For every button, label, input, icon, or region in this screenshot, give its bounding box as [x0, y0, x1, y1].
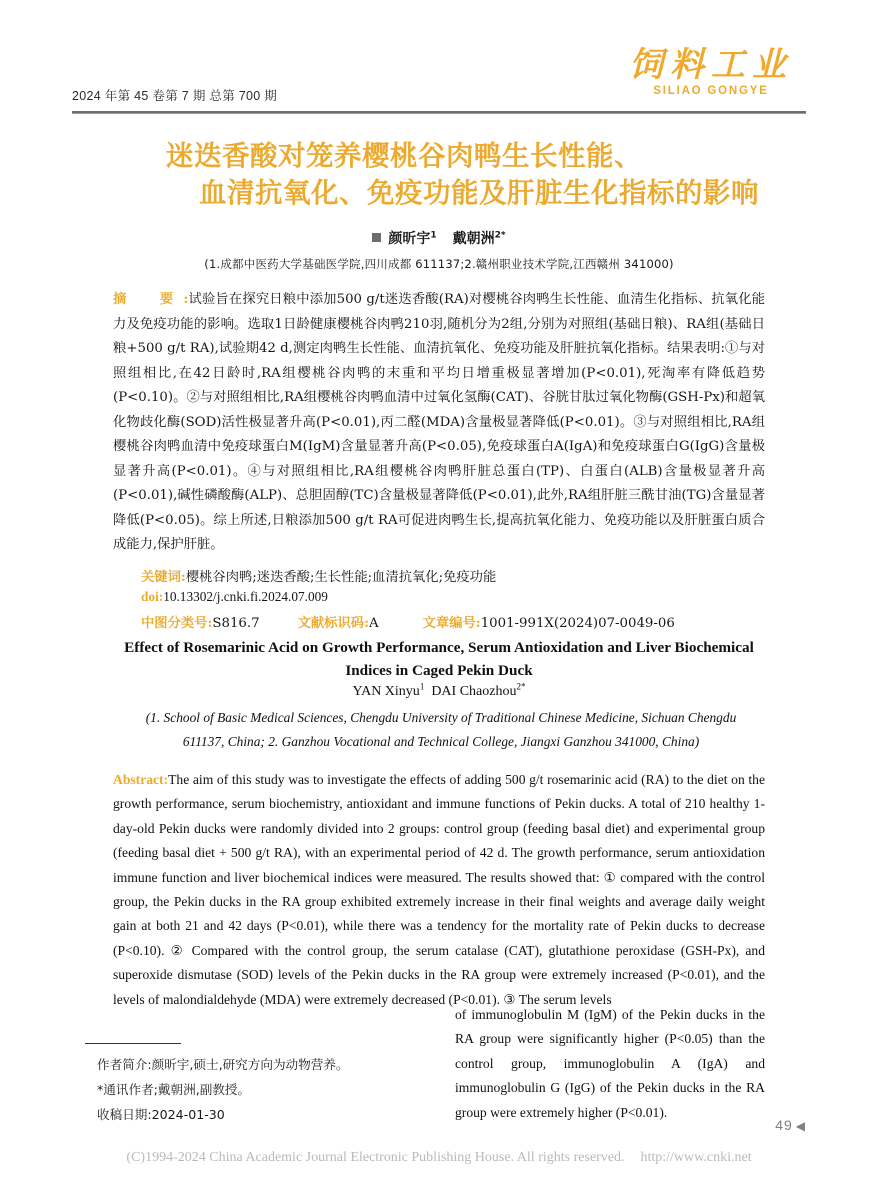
abstract-en-text-tail: of immunoglobulin M (IgM) of the Pekin ducks in the RA group were significantly higher (P<0.05) than the control group, immunoglobulin A (IgA) and immunoglobulin G (IgG) of the Pekin ducks in the RA group were extremely higher (P<0.01).	[455, 1007, 765, 1120]
clc-value: S816.7	[212, 616, 260, 631]
masthead-divider	[72, 111, 806, 114]
keywords-line	[141, 566, 496, 585]
page-number	[775, 1117, 806, 1133]
doccode-label: 文献标识码	[297, 616, 365, 631]
abstract-cn	[113, 288, 765, 558]
doi-line	[141, 589, 328, 605]
doi-label: doi	[141, 589, 159, 604]
author-1-name-cn: 颜昕宇	[388, 231, 431, 247]
classification-line: 中图分类号:S816.7 文献标识码:A 文章编号:1001-991X(2024)07-0049-06	[141, 616, 675, 631]
articleno-label: 文章编号	[422, 616, 476, 631]
articleno-value: 1001-991X(2024)07-0049-06	[480, 616, 675, 631]
title-line-2: 血清抗氧化、免疫功能及肝脏生化指标的影响	[199, 176, 759, 209]
abstract-cn-separator: :	[183, 292, 189, 307]
affiliation-cn: (1.成都中医药大学基础医学院,四川成都 611137;2.赣州职业技术学院,江西赣州 341000)	[204, 257, 674, 271]
keywords-label: 关键词	[141, 570, 181, 585]
doi-value: 10.13302/j.cnki.fi.2024.07.009	[163, 589, 328, 604]
footnote-received-date: 收稿日期:2024-01-30	[97, 1107, 225, 1122]
page-title-en	[70, 636, 808, 682]
author-1-sup-cn: 1	[430, 230, 437, 241]
en-title-line-1: Effect of Rosemarinic Acid on Growth Performance, Serum Antioxidation and Liver Biochemical	[124, 639, 754, 656]
cnki-url: http://www.cnki.net	[640, 1150, 752, 1165]
page-title	[60, 138, 818, 212]
abstract-cn-text: 试验旨在探究日粮中添加500 g/t迷迭香酸(RA)对樱桃谷肉鸭生长性能、血清生化指标、抗氧化能力及免疫功能的影响。选取1日龄健康樱桃谷肉鸭210羽,随机分为2组,分别为对照组(基础日粮)、RA组(基础日粮+500 g/t RA),试验期42 d,测定肉鸭生长性能、血清抗氧化、免疫功能及肝脏抗氧化指标。结果表明:①与对照组相比,在42日龄时,RA组樱桃谷肉鸭的末重和平均日增重极显著增加(P<0.01),死淘率有降低趋势(P<0.10)。②与对照组相比,RA组樱桃谷肉鸭血清中过氧化氢酶(CAT)、谷胱甘肽过氧化物酶(GSH-Px)和超氧化物歧化酶(SOD)活性极显著升高(P<0.01),丙二醛(MDA)含量极显著降低(P<0.01)。③与对照组相比,RA组樱桃谷肉鸭血清中免疫球蛋白M(IgM)含量显著升高(P<0.05),免疫球蛋白A(IgA)和免疫球蛋白G(IgG)含量极显著升高(P<0.01)。④与对照组相比,RA组樱桃谷肉鸭肝脏总蛋白(TP)、白蛋白(ALB)含量极显著升高(P<0.01),碱性磷酸酶(ALP)、总胆固醇(TC)含量极显著降低(P<0.01),此外,RA组肝脏三酰甘油(TG)含量显著降低(P<0.05)。综上所述,日粮添加500 g/t RA可促进肉鸭生长,提高抗氧化能力、免疫功能以及肝脏蛋白质合成能力,保护肝脏。	[113, 292, 766, 552]
keywords-value: 樱桃谷肉鸭;迷迭香酸;生长性能;血清抗氧化;免疫功能	[185, 570, 497, 585]
doi-separator: :	[158, 589, 164, 604]
title-line-1: 迷迭香酸对笼养樱桃谷肉鸭生长性能、	[166, 140, 642, 172]
author-2-name-en: DAI Chaozhou	[431, 684, 517, 699]
doccode-value: A	[369, 616, 379, 631]
author-2-sup-cn: 2*	[494, 230, 506, 241]
double-left-arrow-icon: ◀	[795, 1119, 806, 1133]
journal-logo-pinyin: SILIAO GONGYE	[653, 84, 769, 97]
author-2-sup-en: 2*	[516, 681, 526, 692]
abstract-en	[113, 768, 765, 1012]
abstract-en-separator: :	[163, 772, 169, 787]
author-1-name-en: YAN Xinyu	[352, 684, 420, 699]
footnote-author-bio: 作者简介:颜昕宇,硕士,研究方向为动物营养。	[97, 1057, 349, 1072]
footer-copyright	[0, 1150, 878, 1166]
footnote-divider	[85, 1043, 181, 1044]
journal-logo-chinese: 饲料工业	[629, 45, 793, 85]
abstract-cn-label: 摘 要	[113, 292, 184, 307]
keywords-separator: :	[180, 570, 186, 585]
bullet-square-icon	[372, 233, 381, 242]
clc-label: 中图分类号	[141, 616, 208, 631]
affiliation-en: (1. School of Basic Medical Sciences, Chengdu University of Traditional Chinese Medicine, Sichuan Chengdu 611137, China; 2. Ganzhou Vocational and Technical College, Jiangxi Ganzhou 341000, China)	[145, 710, 737, 749]
footnotes	[97, 1052, 427, 1127]
journal-logo	[616, 45, 806, 97]
en-title-line-2: Indices in Caged Pekin Duck	[345, 662, 533, 679]
author-1-sup-en: 1	[419, 681, 425, 692]
abstract-en-text-main: The aim of this study was to investigate the effects of adding 500 g/t rosemarinic acid (RA) to the diet on the growth performance, serum biochemistry, antioxidant and immune functions of Pekin ducks. A total of 210 healthy 1-day-old Pekin ducks were randomly divided into 2 groups: control group (feeding basal diet) and experimental group (feeding basal diet + 500 g/t RA), with an experimental period of 42 d. The growth performance, serum antioxidation immune function and liver biochemical indices were measured. The results showed that: ① compared with the control group, the Pekin ducks in the RA group exhibited extremely increase in their final weights and average daily weight gain at both 21 and 42 days (P<0.01), while there was a tendency for the mortality rate of Pekin ducks to decrease (P<0.10). ② Compared with the control group, the serum catalase (CAT), glutathione peroxidase (GSH-Px), and superoxide dismutase (SOD) levels of the Pekin ducks in the RA group were extremely increased (P<0.01), and the levels of malondialdehyde (MDA) were extremely decreased (P<0.01). ③ The serum levels	[113, 772, 765, 1007]
author-line-en	[0, 681, 878, 700]
masthead	[72, 45, 806, 114]
copyright-text: (C)1994-2024 China Academic Journal Electronic Publishing House. All rights reserved.	[126, 1150, 625, 1165]
abstract-en-label: Abstract	[113, 772, 164, 787]
page-number-value: 49	[775, 1117, 793, 1133]
issue-line: 2024 年第 45 卷第 7 期 总第 700 期	[72, 89, 278, 103]
author-line-cn	[0, 228, 878, 248]
footnote-corresponding-author: *通讯作者;戴朝洲,副教授。	[97, 1082, 251, 1097]
author-2-name-cn: 戴朝洲	[452, 231, 495, 247]
